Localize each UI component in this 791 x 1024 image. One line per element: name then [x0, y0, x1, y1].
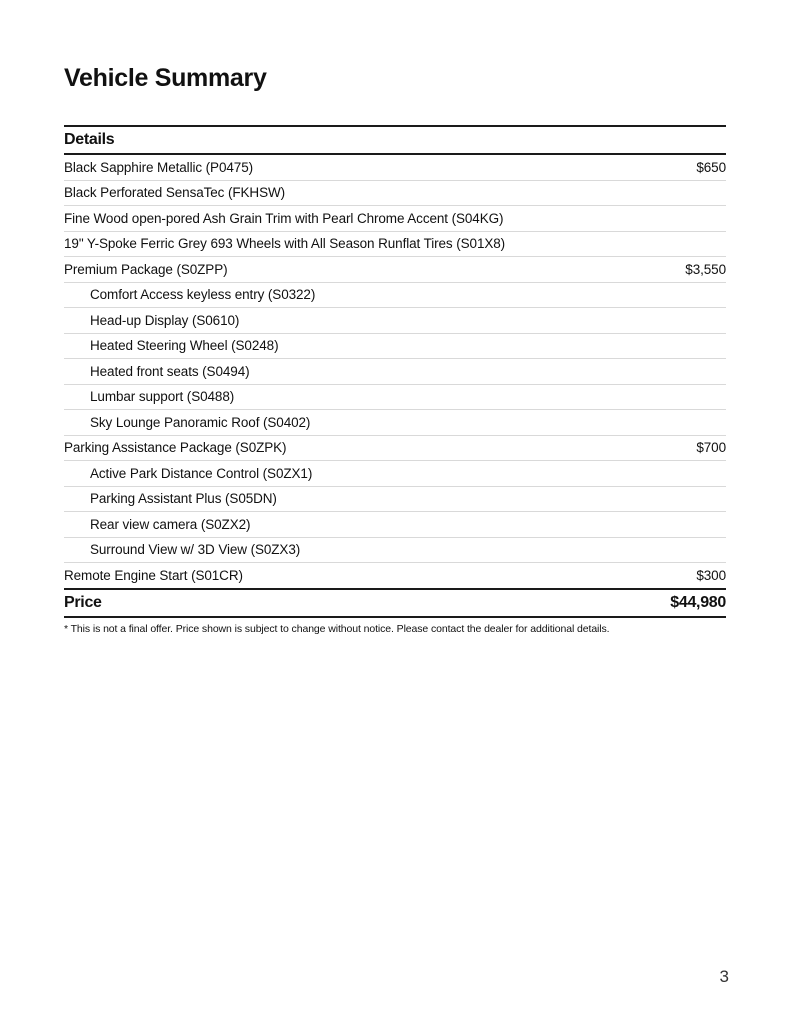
total-price-row — [64, 588, 726, 618]
item-price: $300 — [696, 567, 726, 583]
package-sub-item-row — [64, 512, 726, 538]
item-label: Black Sapphire Metallic (P0475) — [64, 159, 253, 175]
package-sub-item-row — [64, 308, 726, 334]
details-header-label: Details — [64, 131, 115, 148]
disclaimer-text: * This is not a final offer. Price shown is subject to change without notice. Please contact the dealer for additional details. — [64, 622, 610, 635]
total-price-value: $44,980 — [670, 593, 726, 611]
item-price: $3,550 — [685, 261, 726, 277]
item-label: Comfort Access keyless entry (S0322) — [90, 287, 316, 303]
package-sub-item-row — [64, 410, 726, 436]
package-sub-item-row — [64, 385, 726, 411]
items-list — [64, 155, 726, 588]
item-label: Surround View w/ 3D View (S0ZX3) — [90, 542, 301, 558]
package-sub-item-row — [64, 359, 726, 385]
page-title: Vehicle Summary — [64, 64, 267, 92]
item-label: Heated Steering Wheel (S0248) — [90, 338, 279, 354]
total-price-label: Price — [64, 593, 102, 611]
item-label: Sky Lounge Panoramic Roof (S0402) — [90, 414, 311, 430]
item-label: Parking Assistance Package (S0ZPK) — [64, 440, 287, 456]
package-sub-item-row — [64, 283, 726, 309]
item-label: Rear view camera (S0ZX2) — [90, 516, 251, 532]
option-item-row — [64, 232, 726, 258]
package-sub-item-row — [64, 334, 726, 360]
details-header — [64, 125, 726, 155]
item-label: Heated front seats (S0494) — [90, 363, 250, 379]
item-price: $650 — [696, 159, 726, 175]
item-price: $700 — [696, 440, 726, 456]
option-item-row — [64, 206, 726, 232]
package-sub-item-row — [64, 461, 726, 487]
option-item-row — [64, 436, 726, 462]
option-item-row — [64, 257, 726, 283]
item-label: Head-up Display (S0610) — [90, 312, 240, 328]
item-label: Premium Package (S0ZPP) — [64, 261, 228, 277]
item-label: Fine Wood open-pored Ash Grain Trim with Pearl Chrome Accent (S04KG) — [64, 210, 504, 226]
item-label: Parking Assistant Plus (S05DN) — [90, 491, 277, 507]
package-sub-item-row — [64, 487, 726, 513]
option-item-row — [64, 563, 726, 588]
item-label: Lumbar support (S0488) — [90, 389, 235, 405]
package-sub-item-row — [64, 538, 726, 564]
option-item-row — [64, 155, 726, 181]
item-label: Black Perforated SensaTec (FKHSW) — [64, 185, 286, 201]
item-label: Active Park Distance Control (S0ZX1) — [90, 465, 313, 481]
page-number: 3 — [719, 967, 729, 986]
vehicle-summary-table — [64, 125, 726, 636]
item-label: Remote Engine Start (S01CR) — [64, 567, 243, 583]
item-label: 19" Y-Spoke Ferric Grey 693 Wheels with All Season Runflat Tires (S01X8) — [64, 236, 506, 252]
option-item-row — [64, 181, 726, 207]
